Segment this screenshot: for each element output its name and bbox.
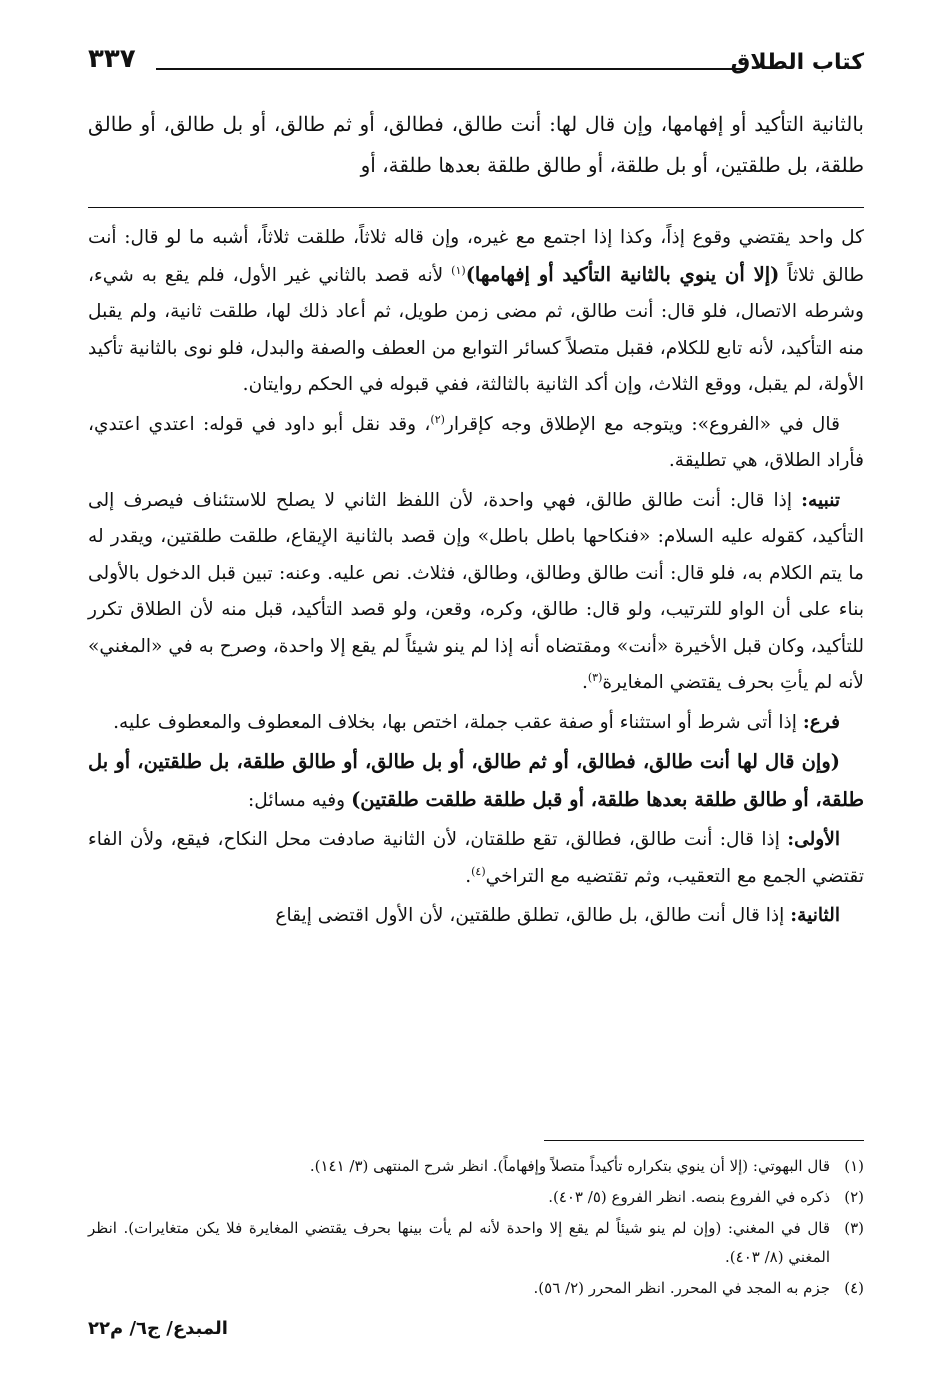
footnotes	[88, 1152, 864, 1305]
footnote	[88, 1183, 864, 1212]
footnote-text: ذكره في الفروع بنصه. انظر الفروع (٥/ ٤٠٣).	[548, 1188, 830, 1206]
footnote	[88, 1274, 864, 1303]
paragraph-text: وفيه مسائل:	[248, 789, 352, 811]
page-header	[88, 42, 864, 82]
paragraph-text: .	[465, 865, 472, 887]
matn-divider	[88, 207, 864, 208]
matn-text: بالثانية التأكيد أو إفهامها، وإن قال لها: أنت طالق، فطالق، أو ثم طالق، أو بل طالق، أو طالق طلقة، بل طلقتين، أو بل طلقة، أو طالق طلقة بعدها طلقة، أو	[88, 112, 864, 177]
printer-signature: المبدع/ ج٦/ م٢٢	[88, 1318, 228, 1339]
footnote-text: جزم به المجد في المحرر. انظر المحرر (٢/ ٥٦).	[533, 1279, 830, 1297]
matn-quote: (إلا أن ينوي بالثانية التأكيد أو إفهامها)	[465, 262, 780, 286]
commentary-paragraph-7	[88, 898, 864, 935]
footnote-ref-1: (١)	[451, 263, 466, 277]
commentary-paragraph-2	[88, 407, 864, 480]
footnote-text: قال البهوتي: (إلا أن ينوي بتكراره تأكيداً متصلاً وإفهاماً). انظر شرح المنتهى (٣/ ١٤١).	[309, 1157, 830, 1175]
matn-quote: (وإن قال لها أنت طالق، فطالق، أو ثم طالق، أو بل طالق، أو طالق طلقة، بل طلقتين، أو بل طلقة، أو طالق طلقة بعدها طلقة، أو قبل طلقة طلقت طلقتين)	[88, 750, 864, 811]
section-lead-first: الأولى:	[787, 829, 840, 850]
section-lead-second: الثانية:	[790, 905, 840, 926]
commentary-paragraph-1	[88, 220, 864, 404]
commentary-paragraph-5	[88, 744, 864, 819]
paragraph-text: إذا قال أنت طالق، بل طالق، تطلق طلقتين، لأن الأول اقتضى إيقاع	[275, 905, 791, 926]
footnote-ref-2: (٢)	[430, 412, 445, 426]
paragraph-text: لأنه قصد بالثاني غير الأول، فلم يقع به شيء، وشرطه الاتصال، فلو قال: أنت طالق، ثم مضى زمن طويل، ثم أعاد ذلك لها، طلقت ثانية، ولم يقبل منه التأكيد، لأنه تابع للكلام، فقبل متصلاً كسائر التوابع من العطف والصفة والبدل، فلو نوى بالثانية تأكيد الأولة، لم يقبل، ووقع الثلاث، وإن أكد الثانية بالثالثة، ففي قبوله في الحكم روايتان.	[88, 264, 864, 395]
paragraph-text: قال في «الفروع»: ويتوجه مع الإطلاق وجه كإقرار	[444, 413, 840, 435]
footnote-text: قال في المغني: (وإن لم ينو شيئاً لم يقع إلا واحدة لأنه لم يأت بينها بحرف يقتضي المغايرة فلا يكن متغايرات). انظر المغني (٨/ ٤٠٣).	[88, 1219, 830, 1266]
paragraph-text: .	[581, 672, 588, 693]
commentary-paragraph-4	[88, 705, 864, 742]
paragraph-text: كل واحد يقتضي وقوع إذاً، وكذا إذا اجتمع مع غيره، وإن قاله ثلاثاً، طلقت ثلاثاً، أشبه ما لو قال: أنت طالق ثلاثاً	[88, 227, 864, 286]
section-lead-far: فرع:	[802, 711, 840, 733]
footnote	[88, 1214, 864, 1272]
commentary-paragraph-3	[88, 483, 864, 702]
paragraph-text: إذا أتى شرط أو استثناء أو صفة عقب جملة، اختص بها، بخلاف المعطوف والمعطوف عليه.	[113, 711, 803, 733]
commentary-paragraph-6	[88, 822, 864, 895]
footnote-rule	[544, 1140, 864, 1141]
running-title: كتاب الطلاق	[730, 50, 864, 75]
paragraph-text: إذا قال: أنت طالق طالق، فهي واحدة، لأن اللفظ الثاني لا يصلح للاستئناف فيصرف إلى التأكيد، كقوله عليه السلام: «فنكاحها باطل باطل» وإن قصد بالثانية الإيقاع، طلقت طلقتين، ويقدر له ما يتم الكلام به، فلو قال: أنت طالق وطالق، وطالق، فثلاث. نص عليه. وعنه: تبين قبل الدخول بالأولى بناء على أن الواو للترتيب، ولو قال: طالق، وكره، وقعن، ولو قصد التأكيد، قبل منه لأن الطلاق تكرر للتأكيد، وكان قبل الأخيرة «أنت» ومقتضاه أنه إذا لم ينو شيئاً لم يقع إلا واحدة، وصرح به في «المغني» لأنه لم يأتِ بحرف يقتضي المغايرة	[88, 489, 864, 693]
commentary	[88, 220, 864, 938]
paragraph-text: ، وقد نقل أبو داود في قوله: اعتدي اعتدي، فأراد الطلاق، هي تطليقة.	[88, 413, 864, 471]
section-lead-tanbih: تنبيه:	[801, 489, 840, 511]
footnote-ref-4: (٤)	[471, 864, 486, 878]
footnote	[88, 1152, 864, 1181]
page-number: ٣٣٧	[88, 44, 136, 74]
paragraph-text: إذا قال: أنت طالق، فطالق، تقع طلقتان، لأن الثانية صادفت محل النكاح، فيقع، ولأن الفاء تقتضي الجمع مع التعقيب، وثم تقتضيه مع التراخي	[88, 829, 864, 887]
footnote-number: (٤)	[844, 1279, 864, 1297]
header-rule	[156, 68, 746, 70]
footnote-number: (١)	[844, 1157, 864, 1175]
footnote-number: (٣)	[844, 1219, 864, 1237]
footnote-number: (٢)	[844, 1188, 864, 1206]
footnote-ref-3: (٣)	[587, 670, 603, 684]
